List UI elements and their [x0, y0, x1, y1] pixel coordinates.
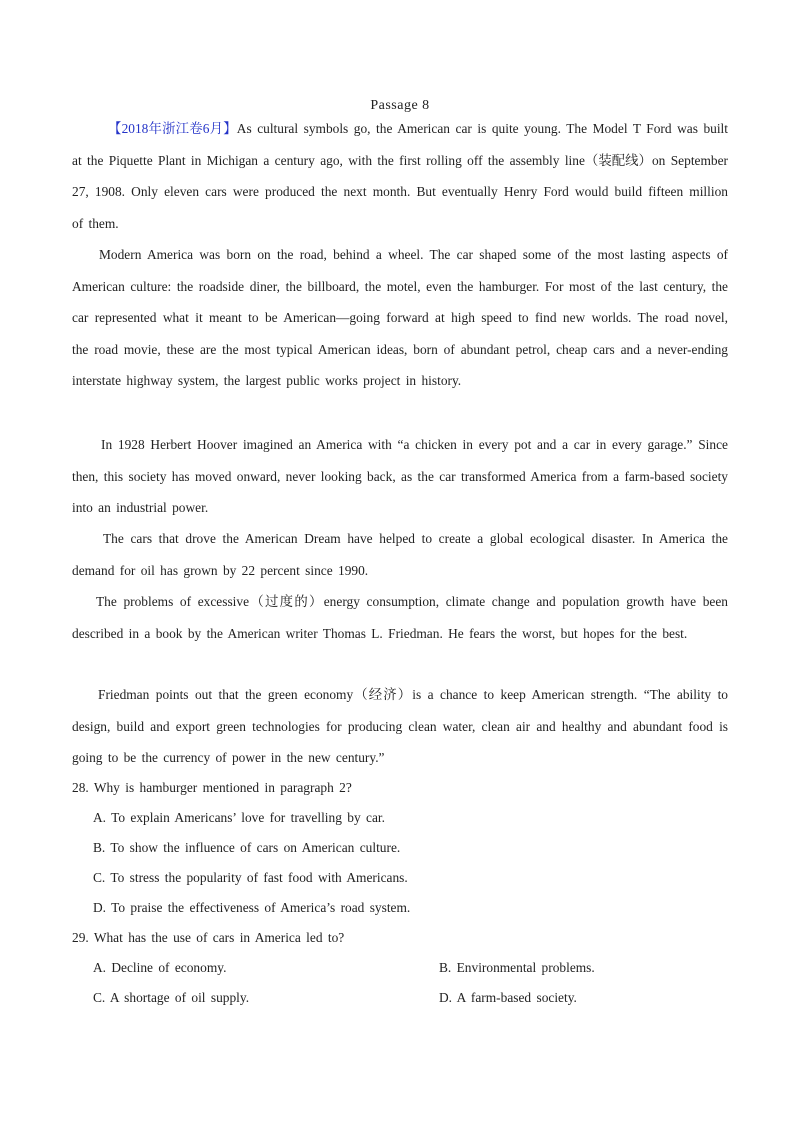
question-29-stem: 29. What has the use of cars in America led to?: [72, 930, 345, 945]
question-28-option-d[interactable]: D. To praise the effectiveness of America’s road system.: [93, 900, 411, 915]
paragraph-6: Friedman points out that the green economy（经济）is a chance to keep American strength. “The ability to design, build and export green technologies for producing clean water, clean air and healthy and abundant food is going to be the currency of power in the new century.”: [72, 687, 728, 765]
question-29-option-d[interactable]: D. A farm-based society.: [439, 990, 577, 1005]
paragraph-1-text: As cultural symbols go, the American car is quite young. The Model T Ford was built at the Piquette Plant in Michigan a century ago, with the first rolling off the assembly line（装配线）on September 27, 1908. Only eleven cars were produced the next month. But eventually Henry Ford would build fifteen million of them.: [72, 121, 728, 231]
source-tag: 【2018年浙江卷6月】: [108, 121, 237, 136]
passage-title: Passage 8: [370, 98, 430, 113]
question-29-option-a[interactable]: A. Decline of economy.: [93, 960, 227, 975]
paragraph-1: [72, 113, 728, 239]
question-28-option-a[interactable]: A. To explain Americans’ love for travelling by car.: [93, 810, 385, 825]
paragraph-5: The problems of excessive（过度的）energy consumption, climate change and population growth have been described in a book by the American writer Thomas L. Friedman. He fears the worst, but hopes for the best.: [72, 594, 728, 641]
paragraph-2: Modern America was born on the road, behind a wheel. The car shaped some of the most lasting aspects of American culture: the roadside diner, the billboard, the motel, even the hamburger. For most of the last century, the car represented what it meant to be American—going forward at high speed to find new worlds. The road novel, the road movie, these are the most typical American ideas, born of abundant petrol, cheap cars and a never-ending interstate highway system, the largest public works project in history.: [72, 247, 728, 388]
question-28-stem: 28. Why is hamburger mentioned in paragraph 2?: [72, 780, 352, 795]
question-28-option-c[interactable]: C. To stress the popularity of fast food with Americans.: [93, 870, 408, 885]
paragraph-3: In 1928 Herbert Hoover imagined an America with “a chicken in every pot and a car in every garage.” Since then, this society has moved onward, never looking back, as the car transformed America from a farm-based society into an industrial power.: [72, 437, 728, 515]
question-29-option-b[interactable]: B. Environmental problems.: [439, 960, 595, 975]
question-29-option-c[interactable]: C. A shortage of oil supply.: [93, 990, 250, 1005]
question-28-option-b[interactable]: B. To show the influence of cars on American culture.: [93, 840, 401, 855]
paragraph-4: The cars that drove the American Dream have helped to create a global ecological disaster. In America the demand for oil has grown by 22 percent since 1990.: [72, 531, 728, 578]
